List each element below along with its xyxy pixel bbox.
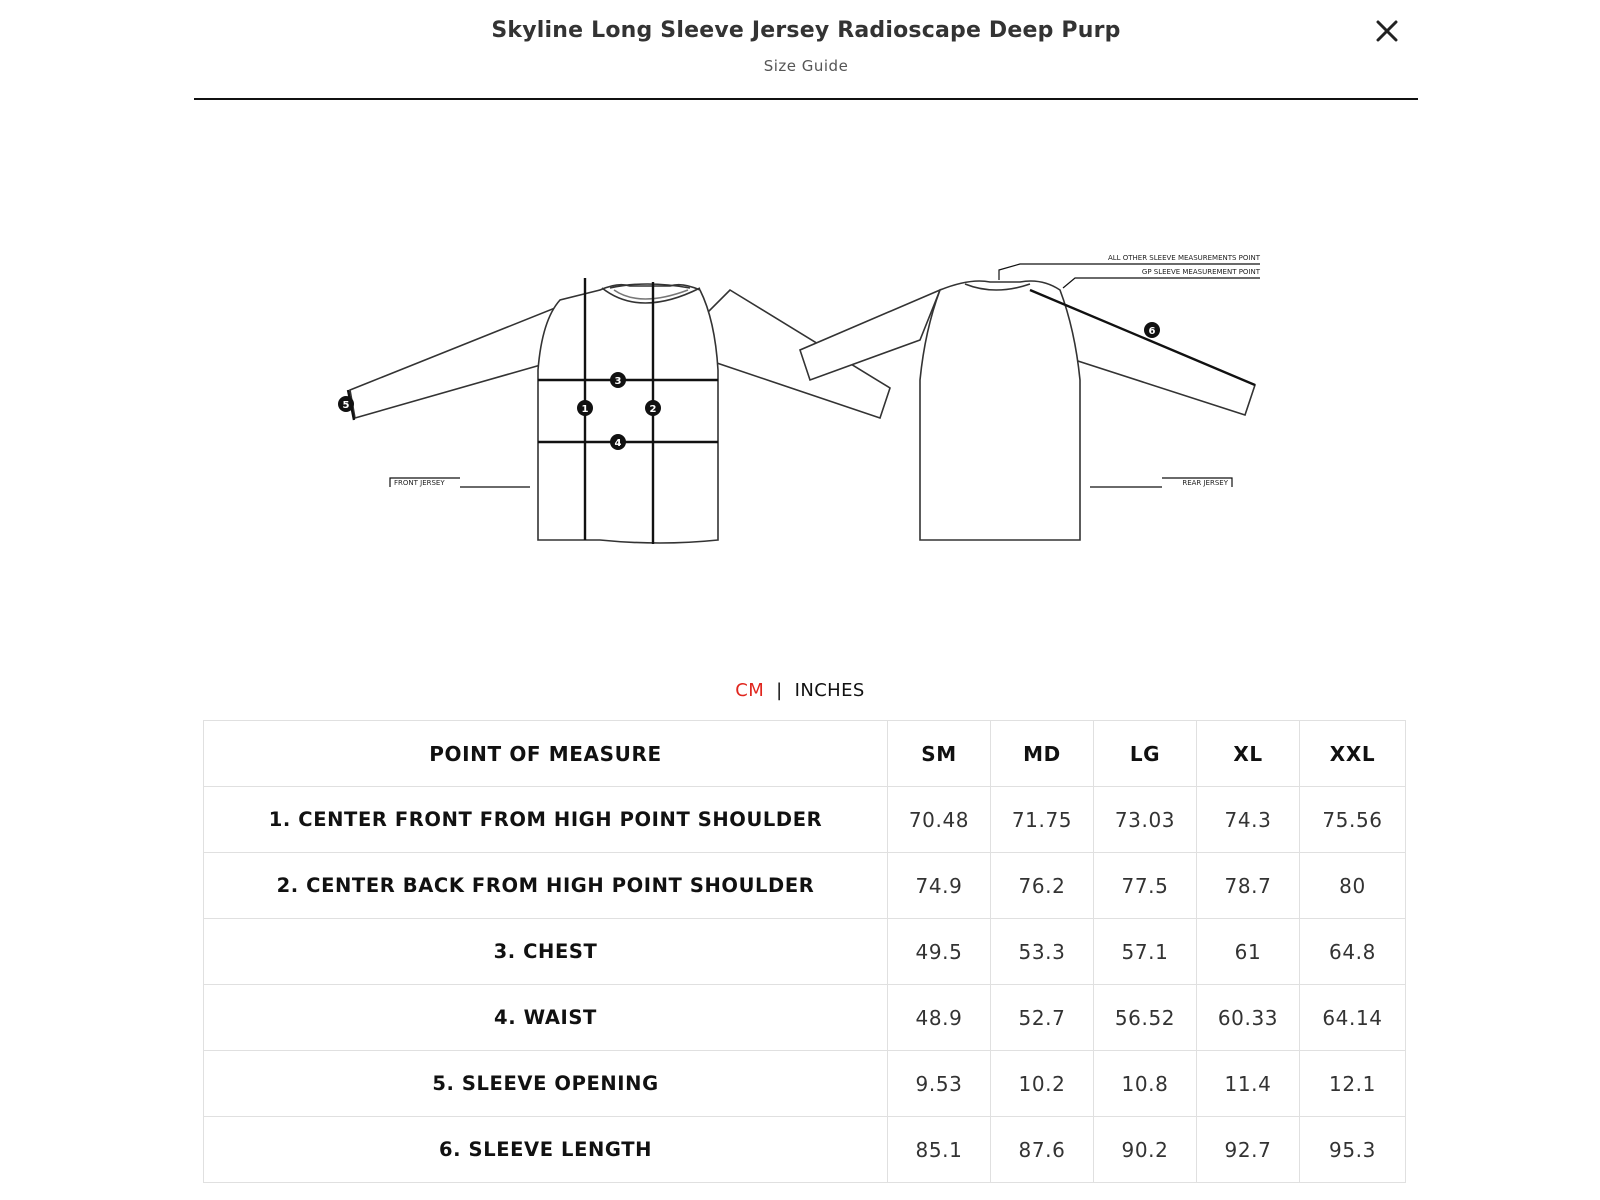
measure-value: 90.2 — [1094, 1117, 1197, 1183]
measure-value: 10.2 — [991, 1051, 1094, 1117]
svg-text:1: 1 — [581, 404, 589, 415]
table-row — [204, 853, 1406, 919]
header-size: XXL — [1300, 721, 1406, 787]
header-size: XL — [1197, 721, 1300, 787]
marker-5 — [338, 396, 354, 412]
header-size: SM — [888, 721, 991, 787]
marker-4 — [610, 434, 626, 450]
marker-1 — [577, 400, 593, 416]
measure-value: 74.9 — [888, 853, 991, 919]
svg-text:2: 2 — [649, 404, 657, 415]
measure-value: 53.3 — [991, 919, 1094, 985]
jersey-diagram — [330, 240, 1310, 570]
measure-value: 10.8 — [1094, 1051, 1197, 1117]
measure-value: 11.4 — [1197, 1051, 1300, 1117]
measure-value: 74.3 — [1197, 787, 1300, 853]
unit-inches-toggle[interactable]: INCHES — [794, 680, 865, 701]
marker-3 — [610, 372, 626, 388]
header-size: LG — [1094, 721, 1197, 787]
measure-value: 60.33 — [1197, 985, 1300, 1051]
page-title: Skyline Long Sleeve Jersey Radioscape Deep Purp — [491, 18, 1121, 43]
close-icon — [1370, 14, 1404, 48]
measure-label: 4. WAIST — [204, 985, 888, 1051]
header-point-of-measure: POINT OF MEASURE — [204, 721, 888, 787]
svg-text:5: 5 — [342, 400, 350, 411]
svg-text:6: 6 — [1148, 326, 1156, 337]
measure-value: 76.2 — [991, 853, 1094, 919]
measure-label: 3. CHEST — [204, 919, 888, 985]
measure-value: 77.5 — [1094, 853, 1197, 919]
table-row — [204, 1051, 1406, 1117]
header-size: MD — [991, 721, 1094, 787]
unit-cm-toggle[interactable]: CM — [735, 680, 765, 701]
svg-text:3: 3 — [614, 376, 622, 387]
measure-value: 78.7 — [1197, 853, 1300, 919]
close-button[interactable] — [1370, 14, 1404, 48]
callout-gp-sleeve: GP SLEEVE MEASUREMENT POINT — [1141, 268, 1260, 276]
measure-value: 48.9 — [888, 985, 991, 1051]
modal-header — [194, 0, 1418, 100]
measure-value: 9.53 — [888, 1051, 991, 1117]
svg-text:4: 4 — [614, 438, 622, 449]
measure-label: 6. SLEEVE LENGTH — [204, 1117, 888, 1183]
measure-label: 2. CENTER BACK FROM HIGH POINT SHOULDER — [204, 853, 888, 919]
measure-value: 71.75 — [991, 787, 1094, 853]
callout-other-sleeve: ALL OTHER SLEEVE MEASUREMENTS POINT — [1107, 254, 1260, 262]
measure-value: 95.3 — [1300, 1117, 1406, 1183]
front-jersey-outline — [350, 284, 890, 543]
table-row — [204, 919, 1406, 985]
measure-value: 85.1 — [888, 1117, 991, 1183]
measure-value: 75.56 — [1300, 787, 1406, 853]
table-row — [204, 985, 1406, 1051]
measure-value: 80 — [1300, 853, 1406, 919]
unit-separator: | — [776, 680, 783, 701]
measure-label: 1. CENTER FRONT FROM HIGH POINT SHOULDER — [204, 787, 888, 853]
measure-value: 73.03 — [1094, 787, 1197, 853]
unit-toggle — [0, 680, 1600, 701]
measure-value: 70.48 — [888, 787, 991, 853]
table-row — [204, 1117, 1406, 1183]
table-header-row — [204, 721, 1406, 787]
rear-jersey-label: REAR JERSEY — [1182, 479, 1228, 487]
front-jersey-label: FRONT JERSEY — [394, 479, 445, 487]
measure-value: 57.1 — [1094, 919, 1197, 985]
measure-value: 87.6 — [991, 1117, 1094, 1183]
measure-value: 56.52 — [1094, 985, 1197, 1051]
page-subtitle: Size Guide — [763, 57, 849, 75]
measure-value: 52.7 — [991, 985, 1094, 1051]
measure-value: 61 — [1197, 919, 1300, 985]
table-row — [204, 787, 1406, 853]
measure-value: 64.8 — [1300, 919, 1406, 985]
measure-value: 92.7 — [1197, 1117, 1300, 1183]
marker-6 — [1144, 322, 1160, 338]
measure-value: 49.5 — [888, 919, 991, 985]
size-table — [203, 720, 1406, 1183]
measure-value: 64.14 — [1300, 985, 1406, 1051]
measure-value: 12.1 — [1300, 1051, 1406, 1117]
measure-label: 5. SLEEVE OPENING — [204, 1051, 888, 1117]
marker-2 — [645, 400, 661, 416]
